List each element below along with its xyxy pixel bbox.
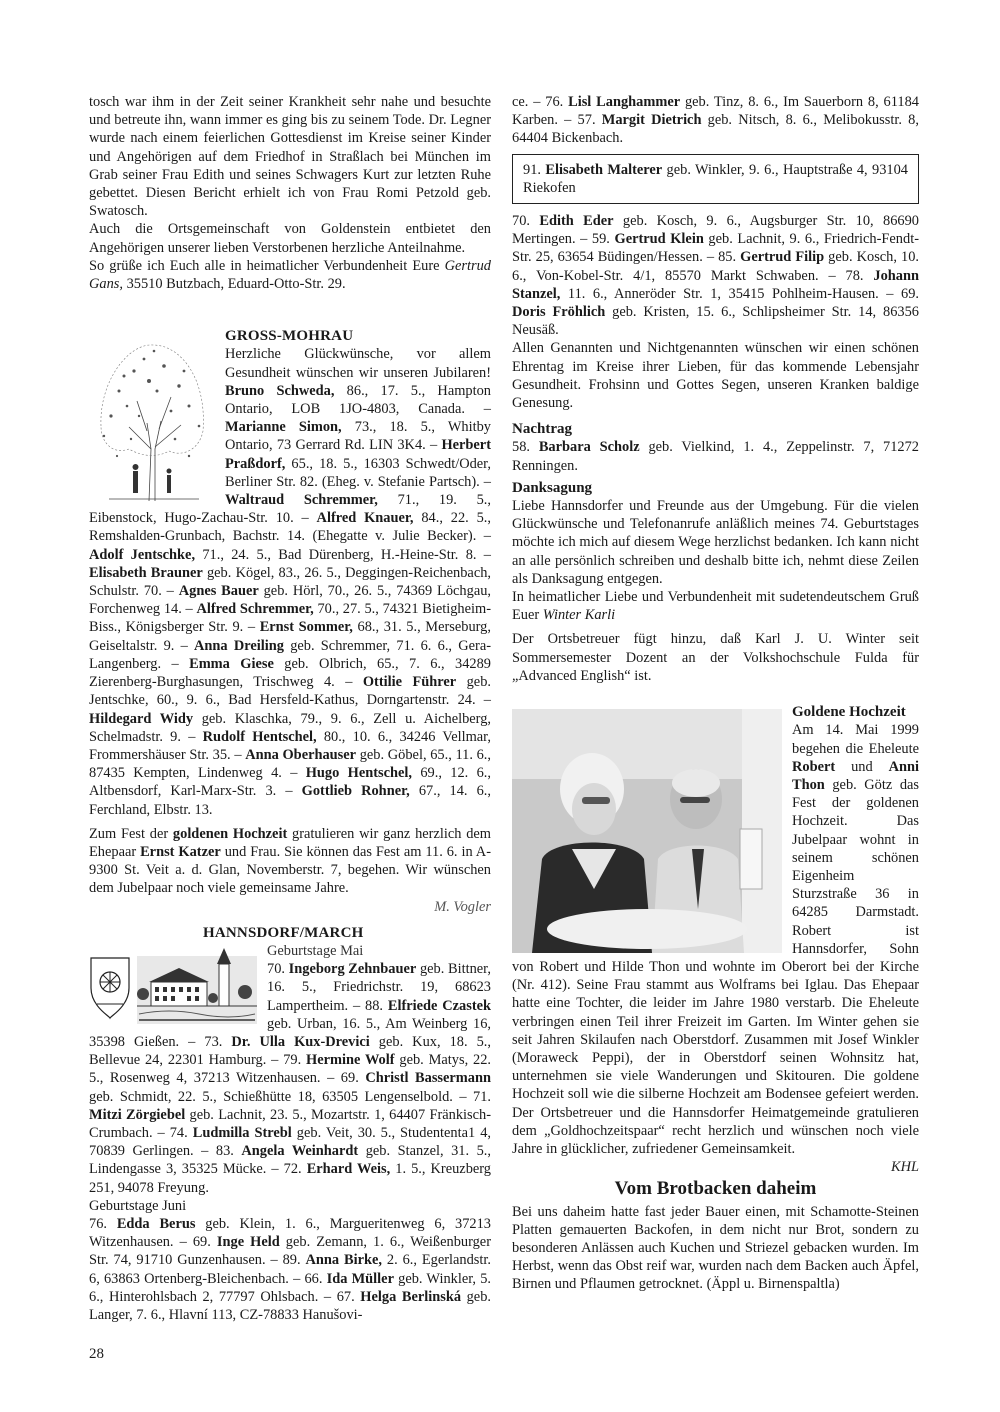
section-gross-mohrau [89,327,491,916]
jubilar-name: Helga Berlinská [360,1288,462,1305]
jubilar-name: Hermine Wolf [306,1052,395,1069]
nachtrag-title: Nachtrag [512,421,572,438]
brotbacken-title: Vom Brotbacken daheim [614,1178,817,1200]
jubilar-name: Ernst Sommer, [259,619,353,636]
brotbacken-text: Bei uns daheim hatte fast jeder Bauer einen, mit Schamotte-Steinen Platten gemauerten Backofen, in dem nicht nur Brot, sondern zu besonderen Anlässen auch Kuchen und Striezel gebacken wurden. Im Herbst, wenn das Obst reif war, wurden nach dem Backen auch Äpfel, Birnen und Pflaumen getrocknet. (Äppl u. Birnenspaltla) [512,1203,919,1293]
hannsdorf-may-text: Geburtstage Mai 70. Ingeborg Zehnbauer geb. Bittner, 16. 5., Friedrichstr. 19, 68623 Lampertheim. – 88. Elfriede Czastek geb. Urban, 16. 5., Am Weinberg 16, 35398 Gießen. – 73. Dr. Ulla Kux-Drevici geb. Kux, 18. 5., Bellevue 24, 22301 Hamburg. – 79. Hermine Wolf geb. Matys, 22. 5., Rosenweg 4, 37213 Witzenhausen. – 69. Christl Bassermann geb. Schmidt, 22. 5., Schießhütte 18, 63505 Lengenselbold. – 71. Mitzi Zörgiebel geb. Lachnit, 23. 5., Mozartstr. 1, 64407 Fränkisch-Crumbach. – 74. Ludmilla Strebl geb. Veit, 30. 5., Studententa1 4, 70839 Gerlingen. – 83. Angela Weinhardt geb. Stanzel, 31. 5., Lindengasse 3, 35325 Mücke. – 72. Erhard Weis, 1. 5., Kreuzberg 251, 94078 Freyung. [89,942,492,1196]
danksagung-greeting: In heimatlicher Liebe und Verbundenheit mit sudetendeutschem Gruß Euer Winter Karli [512,589,919,624]
jubilar-name: Marianne Simon, [225,419,342,436]
coat-of-arms-icon [91,958,129,1018]
jubilar-name: Adolf Jentschke, [89,546,196,563]
jubilar-name: Elisabeth Brauner [89,564,203,581]
jubilar-name: Ida Müller [326,1270,394,1287]
continued-birthday-list: ce. – 76. Lisl Langhammer geb. Tinz, 8. 6., Im Sauerborn 8, 61184 Karben. – 57. Margit Dietrich geb. Nitsch, 8. 6., Melibokusstr. 8, 64404 Bickenbach. [512,94,919,147]
village-illustration-icon [137,948,257,1024]
intro-paragraph-2: Auch die Ortsgemeinschaft von Goldenstein entbietet den Angehörigen unserer lieben Verstorbenen herzliche Anteilnahme. [89,221,491,256]
jubilar-name: Christl Bassermann [365,1070,491,1087]
wishes-paragraph: Allen Genannten und Nichtgenannten wünschen wir einen schönen Ehrentag im Kreise ihrer Lieben, für das kommende Lebensjahr Gesundheit. Frohsinn und Gottes Segen, unseren Kranken baldige Genesung. [512,340,919,412]
jubilar-name: Gottlieb Rohner, [301,783,410,800]
danksagung-paragraph: Liebe Hannsdorfer und Freunde aus der Umgebung. Für die vielen Glückwünsche und Telefonanrufe anläßlich meines 74. Geburtstages möchte ich mich auf diesem Wege herzlichst bedanken. Ich kann nicht an alle persönlich schreiben und deshalb bitte ich, nehmt diese Zeilen als Danksagung entgegen. [512,498,919,587]
jubilar-name: Angela Weinhardt [241,1143,359,1160]
jubilar-name: Agnes Bauer [178,583,259,600]
jubilar-name: Hildegard Widy [89,710,194,727]
signature-vogler: M. Vogler [434,898,491,915]
jubilar-name: Dr. Ulla Kux-Drevici [231,1033,370,1050]
birthday-list-continued: 70. Edith Eder geb. Kosch, 9. 6., Augsburger Str. 10, 86690 Mertingen. – 59. Gertrud Klein geb. Lachnit, 9. 6., Friedrich-Fendt-Str. 25, 63654 Büdingen/Hessen. – 85. Gertrud Filip geb. Kosch, 10. 6., Von-Kobel-Str. 4/1, 85570 Markt Schwaben. – 78. Johann Stanzel, 11. 6., Anneröder Str. 1, 35415 Pohlheim-Hausen. – 69. Doris Fröhlich geb. Kristen, 15. 6., Schlipsheimer Str. 14, 86356 Neusäß. [512,213,920,339]
boxed-birthday-entry: 91. Elisabeth Malterer geb. Winkler, 9. 6., Hauptstraße 4, 93104 Riekofen [512,154,919,204]
jubilar-name: Ottilie Führer [362,674,457,691]
jubilar-name: Gertrud Filip [740,249,825,266]
couple-photo [512,709,782,953]
right-column [512,93,919,1294]
jubilar-name: Bruno Schweda, [225,382,335,399]
signature-khl: KHL [891,1159,919,1176]
intro-paragraph-1: tosch war ihm in der Zeit seiner Krankheit sehr nahe und besuchte und betreute ihn, wann immer es ging bis zu seinem Tode. Dr. Legner wurde nach einem feierlichen Gottesdienst im Kreise seiner Kinder und Angehörigen auf dem Friedhof in Straßlach bei München im Grab seiner Frau Edith und seines Schwagers Kurt zur letzten Ruhe gebettet. Diesen Bericht erhielt ich von Frau Romi Petzold geb. Swatosch. [89,94,491,220]
jubilar-name: Ingeborg Zehnbauer [288,961,417,978]
jubilar-name: Alfred Knauer, [316,510,414,527]
goldene-hochzeit-title: Goldene Hochzeit [792,704,906,721]
jubilar-name: Gertrud Klein [614,231,704,248]
birthday-list: Bruno Schweda, 86., 17. 5., Hampton Ontario, LOB 1JO-4803, Canada. – Marianne Simon, 73., 18. 5., Whitby Ontario, 73 Gerrard Rd. LIN 3K4. – Herbert Praßdorf, 65., 18. 5., 16303 Schwedt/Oder, Berliner Str. 82. (Eheg. v. Stefanie Partsch). – Waltraud Schremmer, 71., 19. 5., Eibenstock, Hugo-Zachau-Str. 10. – Alfred Knauer, 84., 22. 5., Remshalden-Grunbach, Bachstr. 14. (Ehegatte v. Julie Becker). – Adolf Jentschke, 71., 24. 5., Bad Dürenberg, H.-Heine-Str. 8. – Elisabeth Brauner geb. Kögel, 83., 26. 5., Deggingen-Reichenbach, Schulstr. 70. – Agnes Bauer geb. Hörl, 70., 26. 5., 74369 Löchgau, Forchenweg 14. – Alfred Schremmer, 70., 27. 5., 74321 Bietigheim-Biss., Königsberger Str. 9. – Ernst Sommer, 68., 31. 5., Merseburg, Geiseltalstr. 9. – Anna Dreiling geb. Schremmer, 71. 6. 6., Gera-Langenberg. – Emma Giese geb. Olbrich, 65., 7. 6., 34289 Zierenberg-Burghasungen, Trischweg 4. – Ottilie Führer geb. Jentschke, 60., 9. 6., Bad Hersfeld-Kathus, Dorngartenstr. 24. – Hildegard Widy geb. Klaschka, 79., 9. 6., Zell u. Aichelberg, Schelmadstr. 9. – Rudolf Hentschel, 80., 10. 6., 34246 Vellmar, Frommershäuser Str. 35. – Anna Oberhauser geb. Göbel, 65., 11. 6., 87435 Kempten, Lindenweg 4. – Hugo Hentschel, 69., 12. 6., Altbensdorf, Karl-Marx-Str. 3. – Gottlieb Rohner, 67., 14. 6., Ferchland, Elbstr. 13. [89,382,492,818]
hannsdorf-june-text: Geburtstage Juni 76. Edda Berus geb. Klein, 1. 6., Margueritenweg 6, 37213 Witzenhausen. – 69. Inge Held geb. Zemann, 1. 6., Weißenburger Str. 74, 91710 Gunzenhausen. – 89. Anna Birke, 2. 6., Egerlandstr. 6, 63863 Ortenberg-Bleichenbach. – 66. Ida Müller geb. Winkler, 5. 6., Hinterohlsbach 2, 77797 Ohlsbach. – 67. Helga Berlinská geb. Langer, 7. 6., Hlavní 113, CZ-78833 Hanušovi- [89,1197,491,1323]
birthday-list-may: 70. Ingeborg Zehnbauer geb. Bittner, 16. 5., Friedrichstr. 19, 68623 Lampertheim. – 88. Elfriede Czastek geb. Urban, 16. 5., Am Weinberg 16, 35398 Gießen. – 73. Dr. Ulla Kux-Drevici geb. Kux, 18. 5., Bellevue 24, 22301 Hamburg. – 79. Hermine Wolf geb. Matys, 22. 5., Rosenweg 4, 37213 Witzenhausen. – 69. Christl Bassermann geb. Schmidt, 22. 5., Schießhütte 18, 63505 Lengenselbold. – 71. Mitzi Zörgiebel geb. Lachnit, 23. 5., Mozartstr. 1, 64407 Fränkisch-Crumbach. – 74. Ludmilla Strebl geb. Veit, 30. 5., Studententa1 4, 70839 Gerlingen. – 83. Angela Weinhardt geb. Stanzel, 31. 5., Lindengasse 3, 35325 Mücke. – 72. Erhard Weis, 1. 5., Kreuzberg 251, 94078 Freyung. [89,961,492,1196]
jubilar-name: Elfriede Czastek [387,997,491,1014]
jubilar-name: Edith Eder [539,213,614,230]
goldene-hochzeit-text: Am 14. Mai 1999 begehen die Eheleute Robert und Anni Thon geb. Götz das Fest der goldenen Hochzeit. Das Jubelpaar wohnt in seinem schönen Eigenheim Sturzstraße 36 in 64285 Darmstadt. Robert ist Hannsdorfer, Sohn von Robert und Hilde Thon und wohnte im Oberort bei der Kirche (Nr. 412). Seine Frau stammt aus Wolframs bei Iglau. Das Ehepaar hatte eine Tochter, die leider im Jahre 1980 verstarb. Die Eheleute verbringen einen Teil ihrer Freizeit im Garten. Im Winter gehen sie seit Jahren Skilaufen nach Oberstdorf. Zusammen mit Josef Winkler (Moraweck Peppi), der in Oberstdorf seinen Wohnsitz hat, unternehmen sie viele Wanderungen und Skitouren. Die goldene Hochzeit soll wie die silberne Hochzeit am Bodensee gefeiert werden. Der Ortsbetreuer und die Hannsdorfer Heimatgemeinde gratulieren dem „Goldhochzeitspaar“ recht herzlich und wünschen noch viele Jahre in glücklicher, zufriedener Gemeinsamkeit. [512,722,919,1157]
jubilar-name: Alfred Schremmer, [196,601,314,618]
jubilar-name: Inge Held [216,1234,280,1251]
gross-mohrau-text: Herzliche Glückwünsche, vor allem Gesundheit wünschen wir unseren Jubilaren! Bruno Schweda, 86., 17. 5., Hampton Ontario, LOB 1JO-4803, Canada. – Marianne Simon, 73., 18. 5., Whitby Ontario, 73 Gerrard Rd. LIN 3K4. – Herbert Praßdorf, 65., 18. 5., 16303 Schwedt/Oder, Berliner Str. 82. (Eheg. v. Stefanie Partsch). – Waltraud Schremmer, 71., 19. 5., Eibenstock, Hugo-Zachau-Str. 10. – Alfred Knauer, 84., 22. 5., Remshalden-Grunbach, Bachstr. 14. (Ehegatte v. Julie Becker). – Adolf Jentschke, 71., 24. 5., Bad Dürenberg, H.-Heine-Str. 8. – Elisabeth Brauner geb. Kögel, 83., 26. 5., Deggingen-Reichenbach, Schulstr. 70. – Agnes Bauer geb. Hörl, 70., 26. 5., 74369 Löchgau, Forchenweg 14. – Alfred Schremmer, 70., 27. 5., 74321 Bietigheim-Biss., Königsberger Str. 9. – Ernst Sommer, 68., 31. 5., Merseburg, Geiseltalstr. 9. – Anna Dreiling geb. Schremmer, 71. 6. 6., Gera-Langenberg. – Emma Giese geb. Olbrich, 65., 7. 6., 34289 Zierenberg-Burghasungen, Trischweg 4. – Ottilie Führer geb. Jentschke, 60., 9. 6., Bad Hersfeld-Kathus, Dorngartenstr. 24. – Hildegard Widy geb. Klaschka, 79., 9. 6., Zell u. Aichelberg, Schelmadstr. 9. – Rudolf Hentschel, 80., 10. 6., 34246 Vellmar, Frommershäuser Str. 35. – Anna Oberhauser geb. Göbel, 65., 11. 6., 87435 Kempten, Lindenweg 4. – Hugo Hentschel, 69., 12. 6., Altbensdorf, Karl-Marx-Str. 3. – Gottlieb Rohner, 67., 14. 6., Ferchland, Elbstr. 13. [89,346,492,818]
jubilar-name: Anna Birke, [305,1252,382,1269]
golden-wedding-notice: Zum Fest der goldenen Hochzeit gratulieren wir ganz herzlich dem Ehepaar Ernst Katzer und Frau. Sie können das Fest am 11. 6. in A-9300 St. Veit a. d. Glan, Novemberstr. 7, begehen. Wir wünschen dem Jubelpaar noch viele gemeinsame Jahre. [89,825,491,897]
left-column [89,93,491,1324]
section-hannsdorf [89,924,491,1324]
page-number: 28 [89,1346,104,1362]
jubilar-name: Johann Stanzel, [512,267,919,302]
jubilar-name: Emma Giese [189,655,274,672]
danksagung-title: Danksagung [512,479,593,496]
jubilar-name: Rudolf Hentschel, [202,728,317,745]
jubilar-name: Anna Oberhauser [245,746,357,763]
intro-paragraph-3: So grüße ich Euch alle in heimatlicher Verbundenheit Eure Gertrud Gans, 35510 Butzbach, Eduard-Otto-Str. 29. [89,257,491,293]
birthday-list-june: 76. Edda Berus geb. Klein, 1. 6., Margueritenweg 6, 37213 Witzenhausen. – 69. Inge Held geb. Zemann, 1. 6., Weißenburger Str. 74, 91710 Gunzenhausen. – 89. Anna Birke, 2. 6., Egerlandstr. 6, 63863 Ortenberg-Bleichenbach. – 66. Ida Müller geb. Winkler, 5. 6., Hinterohlsbach 2, 77797 Ohlsbach. – 67. Helga Berlinská geb. Langer, 7. 6., Hlavní 113, CZ-78833 Hanušovi- [89,1215,491,1323]
hannsdorf-illustration [89,944,259,1026]
jubilar-name: Anna Dreiling [194,637,284,654]
section-title-hannsdorf: HANNSDORF/MARCH [203,924,364,941]
tree-illustration-icon [89,331,215,503]
section-goldene-hochzeit [512,703,919,1176]
danksagung-note: Der Ortsbetreuer fügt hinzu, daß Karl J. U. Winter seit Sommersemester Dozent an der Volkshochschule Fulda für „Advanced English“ ist. [512,631,919,684]
nachtrag-entry: 58. Barbara Scholz geb. Vielkind, 1. 4., Zeppelinstr. 7, 71272 Renningen. [512,439,919,474]
jubilar-name: Herbert Praßdorf, [225,437,491,472]
jubilar-name: Doris Fröhlich [512,304,606,321]
jubilar-name: Margit Dietrich [601,112,702,129]
jubilar-name: Hugo Hentschel, [305,765,413,782]
jubilar-name: Ludmilla Strebl [192,1124,292,1141]
jubilar-name: Waltraud Schremmer, [225,492,378,509]
author-name: Gertrud Gans, [89,257,491,293]
jubilar-name: Erhard Weis, [306,1161,391,1178]
section-title-gross-mohrau: GROSS-MOHRAU [225,328,354,345]
jubilar-name: Mitzi Zörgiebel [89,1106,186,1123]
jubilar-name: Lisl Langhammer [568,94,681,110]
jubilar-name: Edda Berus [116,1215,196,1232]
